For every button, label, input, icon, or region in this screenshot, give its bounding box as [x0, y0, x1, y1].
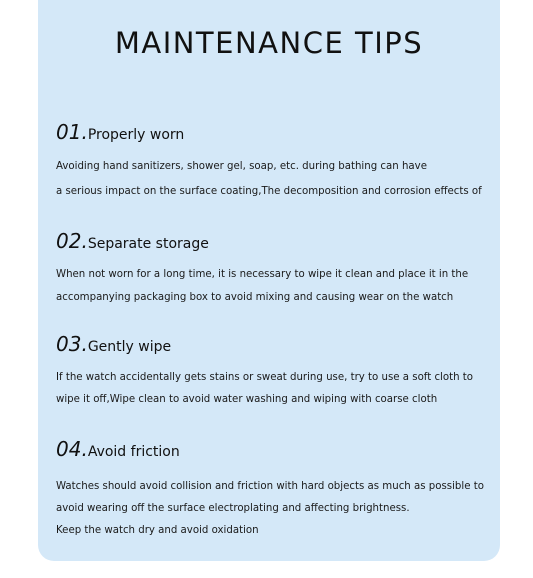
tip-line: a serious impact on the surface coating,The decomposition and corrosion effects of	[56, 186, 482, 197]
tip-number: 01.	[56, 120, 88, 144]
tip-heading	[56, 121, 492, 143]
tip-section-gently-wipe	[56, 332, 492, 405]
tip-heading	[56, 438, 492, 460]
tip-line: wipe it off,Wipe clean to avoid water washing and wiping with coarse cloth	[56, 394, 438, 405]
tip-number: 04.	[56, 437, 88, 461]
tip-title: Gently wipe	[87, 339, 172, 355]
tip-section-avoid-friction	[56, 437, 492, 536]
tip-title: Separate storage	[87, 236, 209, 252]
tip-heading	[56, 230, 492, 252]
tip-line: When not worn for a long time, it is necessary to wipe it clean and place it in the	[56, 269, 469, 280]
tip-line: accompanying packaging box to avoid mixing and causing wear on the watch	[56, 292, 454, 303]
tip-section-properly-worn	[56, 120, 492, 197]
tip-title: Properly worn	[87, 127, 185, 143]
tip-number: 02.	[56, 229, 88, 253]
tip-line: Avoiding hand sanitizers, shower gel, soap, etc. during bathing can have	[56, 161, 427, 172]
tip-title: Avoid friction	[87, 444, 180, 460]
tip-heading	[56, 333, 492, 355]
page-title: MAINTENANCE TIPS	[114, 26, 424, 60]
tip-section-separate-storage	[56, 229, 492, 303]
tip-line: If the watch accidentally gets stains or sweat during use, try to use a soft cloth to	[56, 372, 474, 383]
tip-line: Keep the watch dry and avoid oxidation	[56, 525, 259, 536]
tip-line: Watches should avoid collision and friction with hard objects as much as possible to	[56, 481, 484, 492]
tip-line: avoid wearing off the surface electroplating and affecting brightness.	[56, 503, 410, 514]
tip-number: 03.	[56, 332, 88, 356]
